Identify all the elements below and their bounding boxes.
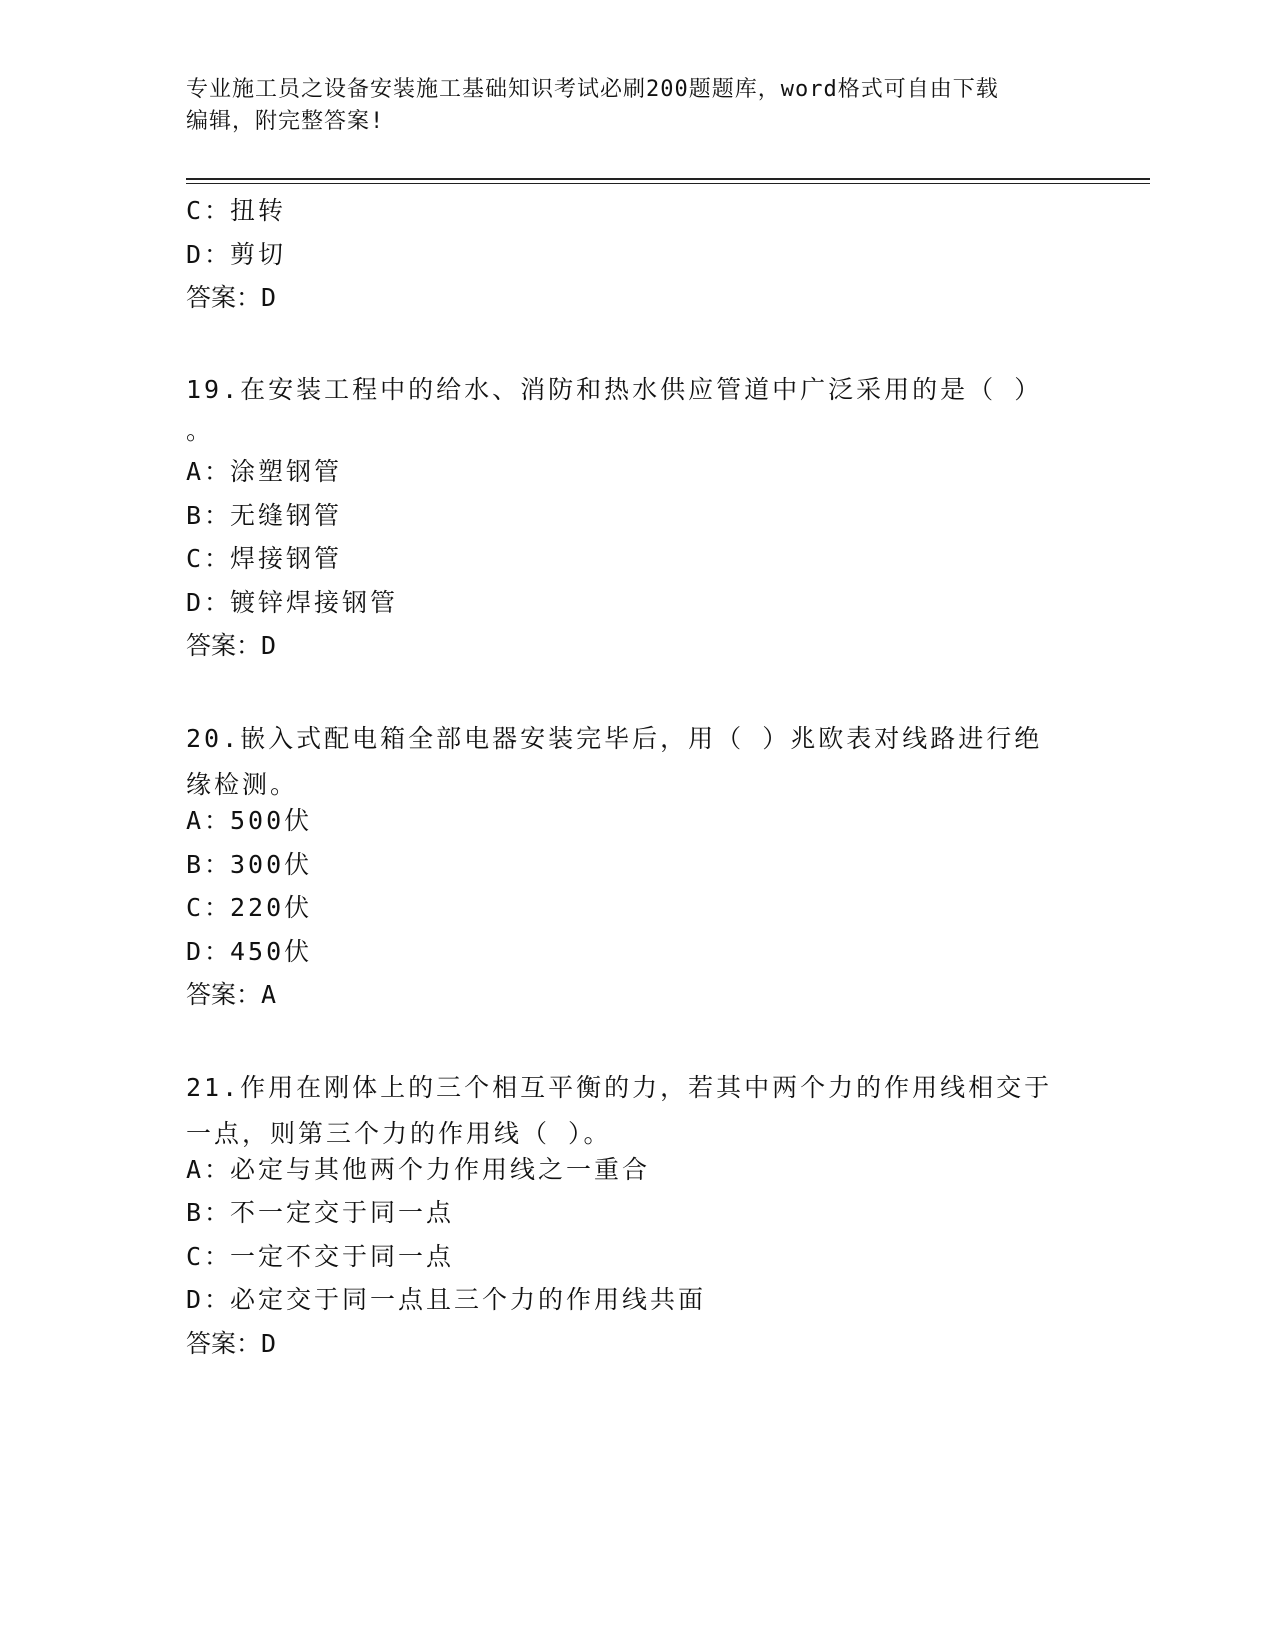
question-line-1: 21.作用在刚体上的三个相互平衡的力，若其中两个力的作用线相交于 [186, 1073, 1053, 1102]
option-text: 涂塑钢管 [230, 457, 343, 486]
option-text: 扭转 [230, 196, 287, 225]
option-label: D： [186, 588, 233, 617]
header-divider-thin [186, 183, 1150, 184]
option-text: 必定交于同一点且三个力的作用线共面 [230, 1285, 707, 1314]
option-label: C： [186, 1242, 233, 1271]
answer-label: 答案： [186, 631, 262, 660]
q19-answer [186, 628, 276, 664]
answer-value: D [261, 631, 277, 660]
option-label: A： [186, 1155, 233, 1184]
header-divider-thick [186, 178, 1150, 180]
option-text: 剪切 [230, 240, 287, 269]
option-text: 一定不交于同一点 [230, 1242, 455, 1271]
option-text: 500伏 [230, 806, 313, 835]
question-line-2: 。 [186, 416, 215, 445]
option-text: 焊接钢管 [230, 544, 343, 573]
answer-value: A [261, 980, 277, 1009]
option-text: 450伏 [230, 937, 313, 966]
q19-option-c [186, 541, 342, 577]
document-header [186, 74, 1086, 138]
option-label: B： [186, 501, 233, 530]
question-line-2: 缘检测。 [186, 770, 299, 799]
header-title-line-1: 专业施工员之设备安装施工基础知识考试必刷200题题库，word格式可自由下载 [186, 77, 999, 102]
q18-answer [186, 280, 276, 316]
option-label: C： [186, 893, 233, 922]
q18-option-c [186, 193, 286, 229]
q20-option-d [186, 934, 312, 970]
q19-option-a [186, 454, 342, 490]
option-label: C： [186, 196, 233, 225]
q19-option-d [186, 585, 398, 621]
option-text: 220伏 [230, 893, 313, 922]
answer-label: 答案： [186, 283, 262, 312]
q20-option-b [186, 847, 312, 883]
answer-value: D [261, 283, 277, 312]
option-text: 300伏 [230, 850, 313, 879]
option-label: D： [186, 1285, 233, 1314]
q18-option-d [186, 237, 286, 273]
answer-value: D [261, 1329, 277, 1358]
q21-option-d [186, 1282, 706, 1318]
option-text: 必定与其他两个力作用线之一重合 [230, 1155, 651, 1184]
question-line-1: 19.在安装工程中的给水、消防和热水供应管道中广泛采用的是（ ） [186, 375, 1043, 404]
option-label: A： [186, 806, 233, 835]
answer-label: 答案： [186, 1329, 262, 1358]
q21-option-a [186, 1152, 650, 1188]
q20-option-c [186, 890, 312, 926]
option-label: C： [186, 544, 233, 573]
q21-answer [186, 1326, 276, 1362]
option-label: B： [186, 850, 233, 879]
q20-option-a [186, 803, 312, 839]
header-title-line-2: 编辑，附完整答案! [186, 109, 385, 134]
q19-option-b [186, 498, 342, 534]
option-text: 镀锌焊接钢管 [230, 588, 399, 617]
q21-option-b [186, 1195, 454, 1231]
option-label: D： [186, 937, 233, 966]
option-text: 不一定交于同一点 [230, 1198, 455, 1227]
question-line-1: 20.嵌入式配电箱全部电器安装完毕后，用（ ）兆欧表对线路进行绝 [186, 724, 1043, 753]
option-label: B： [186, 1198, 233, 1227]
answer-label: 答案： [186, 980, 262, 1009]
q19-question [186, 367, 1066, 449]
q21-question [186, 1065, 1066, 1157]
option-label: A： [186, 457, 233, 486]
question-line-2: 一点，则第三个力的作用线（ ）。 [186, 1119, 612, 1148]
option-text: 无缝钢管 [230, 501, 343, 530]
q20-answer [186, 977, 276, 1013]
q20-question [186, 716, 1066, 808]
q21-option-c [186, 1239, 454, 1275]
option-label: D： [186, 240, 233, 269]
